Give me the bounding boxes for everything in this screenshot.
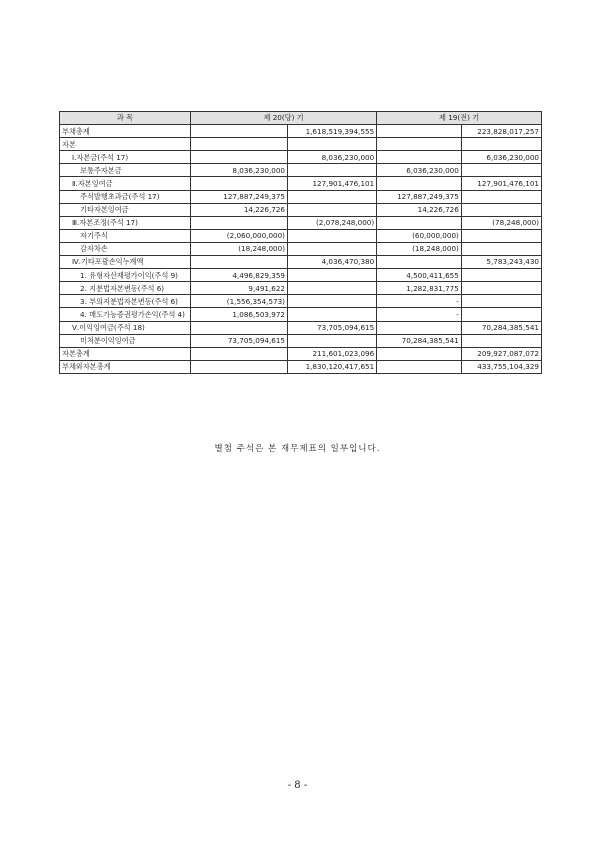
account-cell: 자본총계 <box>60 347 191 360</box>
prior-detail-cell <box>377 177 462 190</box>
current-detail-cell <box>190 216 287 229</box>
current-total-cell <box>288 229 377 242</box>
prior-total-cell <box>461 334 541 347</box>
account-cell: 부채총계 <box>60 125 191 138</box>
current-total-cell: (2,078,248,000) <box>288 216 377 229</box>
page-number: - 8 - <box>287 780 308 791</box>
prior-detail-cell: 6,036,230,000 <box>377 164 462 177</box>
prior-detail-cell: 70,284,385,541 <box>377 334 462 347</box>
current-detail-cell: 4,496,829,359 <box>190 269 287 282</box>
current-total-cell <box>288 282 377 295</box>
account-cell: 미처분이익잉여금 <box>60 334 191 347</box>
prior-detail-cell <box>377 360 462 373</box>
account-cell: 주식발행초과금(주석 17) <box>60 190 191 203</box>
current-total-cell <box>288 334 377 347</box>
prior-total-cell <box>461 269 541 282</box>
current-total-cell <box>288 242 377 255</box>
current-total-cell: 211,601,023,096 <box>288 347 377 360</box>
prior-detail-cell <box>377 138 462 151</box>
table-row <box>60 321 542 334</box>
prior-total-cell <box>461 203 541 216</box>
account-cell: Ⅳ.기타포괄손익누계액 <box>60 256 191 269</box>
prior-detail-cell: 127,887,249,375 <box>377 190 462 203</box>
table-row <box>60 229 542 242</box>
table-row <box>60 138 542 151</box>
prior-total-cell: 223,828,017,257 <box>461 125 541 138</box>
current-total-cell: 1,618,519,394,555 <box>288 125 377 138</box>
current-total-cell: 8,036,230,000 <box>288 151 377 164</box>
current-total-cell <box>288 269 377 282</box>
current-detail-cell: 73,705,094,615 <box>190 334 287 347</box>
current-detail-cell: (1,556,354,573) <box>190 295 287 308</box>
prior-detail-cell: (18,248,000) <box>377 242 462 255</box>
account-cell: Ⅲ.자본조정(주석 17) <box>60 216 191 229</box>
prior-total-cell: 209,927,087,072 <box>461 347 541 360</box>
current-total-cell <box>288 190 377 203</box>
account-cell: 2. 지분법자본변동(주석 6) <box>60 282 191 295</box>
table-row <box>60 242 542 255</box>
current-detail-cell: 9,491,622 <box>190 282 287 295</box>
prior-total-cell <box>461 138 541 151</box>
current-detail-cell <box>190 321 287 334</box>
prior-total-cell <box>461 190 541 203</box>
prior-detail-cell: - <box>377 295 462 308</box>
prior-total-cell <box>461 229 541 242</box>
account-cell: 부채와자본총계 <box>60 360 191 373</box>
table-row <box>60 282 542 295</box>
prior-period-header: 제 19(전) 기 <box>377 112 542 125</box>
table-row <box>60 125 542 138</box>
prior-detail-cell: - <box>377 308 462 321</box>
footnote: 별첨 주석은 본 재무제표의 일부입니다. <box>214 444 381 454</box>
current-detail-cell: (18,248,000) <box>190 242 287 255</box>
prior-total-cell <box>461 308 541 321</box>
current-period-header: 제 20(당) 기 <box>190 112 376 125</box>
prior-total-cell: 5,783,243,430 <box>461 256 541 269</box>
table-row <box>60 347 542 360</box>
current-detail-cell: 8,036,230,000 <box>190 164 287 177</box>
prior-total-cell: 433,755,104,329 <box>461 360 541 373</box>
current-total-cell <box>288 203 377 216</box>
account-cell: 감자차손 <box>60 242 191 255</box>
table-row <box>60 203 542 216</box>
account-cell: 자기주식 <box>60 229 191 242</box>
prior-total-cell: 127,901,476,101 <box>461 177 541 190</box>
table-row <box>60 269 542 282</box>
current-total-cell: 127,901,476,101 <box>288 177 377 190</box>
current-detail-cell <box>190 138 287 151</box>
prior-detail-cell: 4,500,411,655 <box>377 269 462 282</box>
account-cell: 1. 유형자산재평가이익(주석 9) <box>60 269 191 282</box>
prior-detail-cell: 1,282,831,775 <box>377 282 462 295</box>
table-row <box>60 295 542 308</box>
account-cell: Ⅱ.자본잉여금 <box>60 177 191 190</box>
current-total-cell <box>288 308 377 321</box>
prior-detail-cell <box>377 347 462 360</box>
prior-detail-cell <box>377 151 462 164</box>
table-row <box>60 164 542 177</box>
prior-total-cell: (78,248,000) <box>461 216 541 229</box>
current-total-cell <box>288 295 377 308</box>
table-row <box>60 308 542 321</box>
current-detail-cell <box>190 256 287 269</box>
current-detail-cell: 127,887,249,375 <box>190 190 287 203</box>
current-detail-cell <box>190 347 287 360</box>
table-row <box>60 360 542 373</box>
current-total-cell: 73,705,094,615 <box>288 321 377 334</box>
prior-total-cell: 6,036,230,000 <box>461 151 541 164</box>
prior-total-cell <box>461 282 541 295</box>
prior-total-cell <box>461 295 541 308</box>
account-cell: Ⅴ.이익잉여금(주석 18) <box>60 321 191 334</box>
current-total-cell: 4,036,470,380 <box>288 256 377 269</box>
account-cell: 보통주자본금 <box>60 164 191 177</box>
current-detail-cell <box>190 177 287 190</box>
table-row <box>60 151 542 164</box>
prior-total-cell <box>461 242 541 255</box>
prior-detail-cell: 14,226,726 <box>377 203 462 216</box>
current-detail-cell: 14,226,726 <box>190 203 287 216</box>
balance-sheet-table <box>59 111 542 374</box>
account-cell: Ⅰ.자본금(주석 17) <box>60 151 191 164</box>
current-detail-cell <box>190 125 287 138</box>
prior-detail-cell <box>377 256 462 269</box>
current-detail-cell <box>190 360 287 373</box>
current-detail-cell <box>190 151 287 164</box>
current-detail-cell: (2,060,000,000) <box>190 229 287 242</box>
table-row <box>60 334 542 347</box>
prior-detail-cell <box>377 321 462 334</box>
table-row <box>60 256 542 269</box>
prior-total-cell: 70,284,385,541 <box>461 321 541 334</box>
account-header: 과 목 <box>60 112 191 125</box>
account-cell: 3. 부의지분법자본변동(주석 6) <box>60 295 191 308</box>
table-row <box>60 216 542 229</box>
table-body <box>60 125 542 374</box>
table-row <box>60 190 542 203</box>
account-cell: 기타자본잉여금 <box>60 203 191 216</box>
table-row <box>60 177 542 190</box>
current-total-cell <box>288 138 377 151</box>
account-cell: 4. 매도가능증권평가손익(주석 4) <box>60 308 191 321</box>
current-total-cell <box>288 164 377 177</box>
account-cell: 자본 <box>60 138 191 151</box>
current-detail-cell: 1,086,503,972 <box>190 308 287 321</box>
table-header-row <box>60 112 542 125</box>
prior-detail-cell <box>377 125 462 138</box>
prior-detail-cell <box>377 216 462 229</box>
current-total-cell: 1,830,120,417,651 <box>288 360 377 373</box>
prior-total-cell <box>461 164 541 177</box>
prior-detail-cell: (60,000,000) <box>377 229 462 242</box>
